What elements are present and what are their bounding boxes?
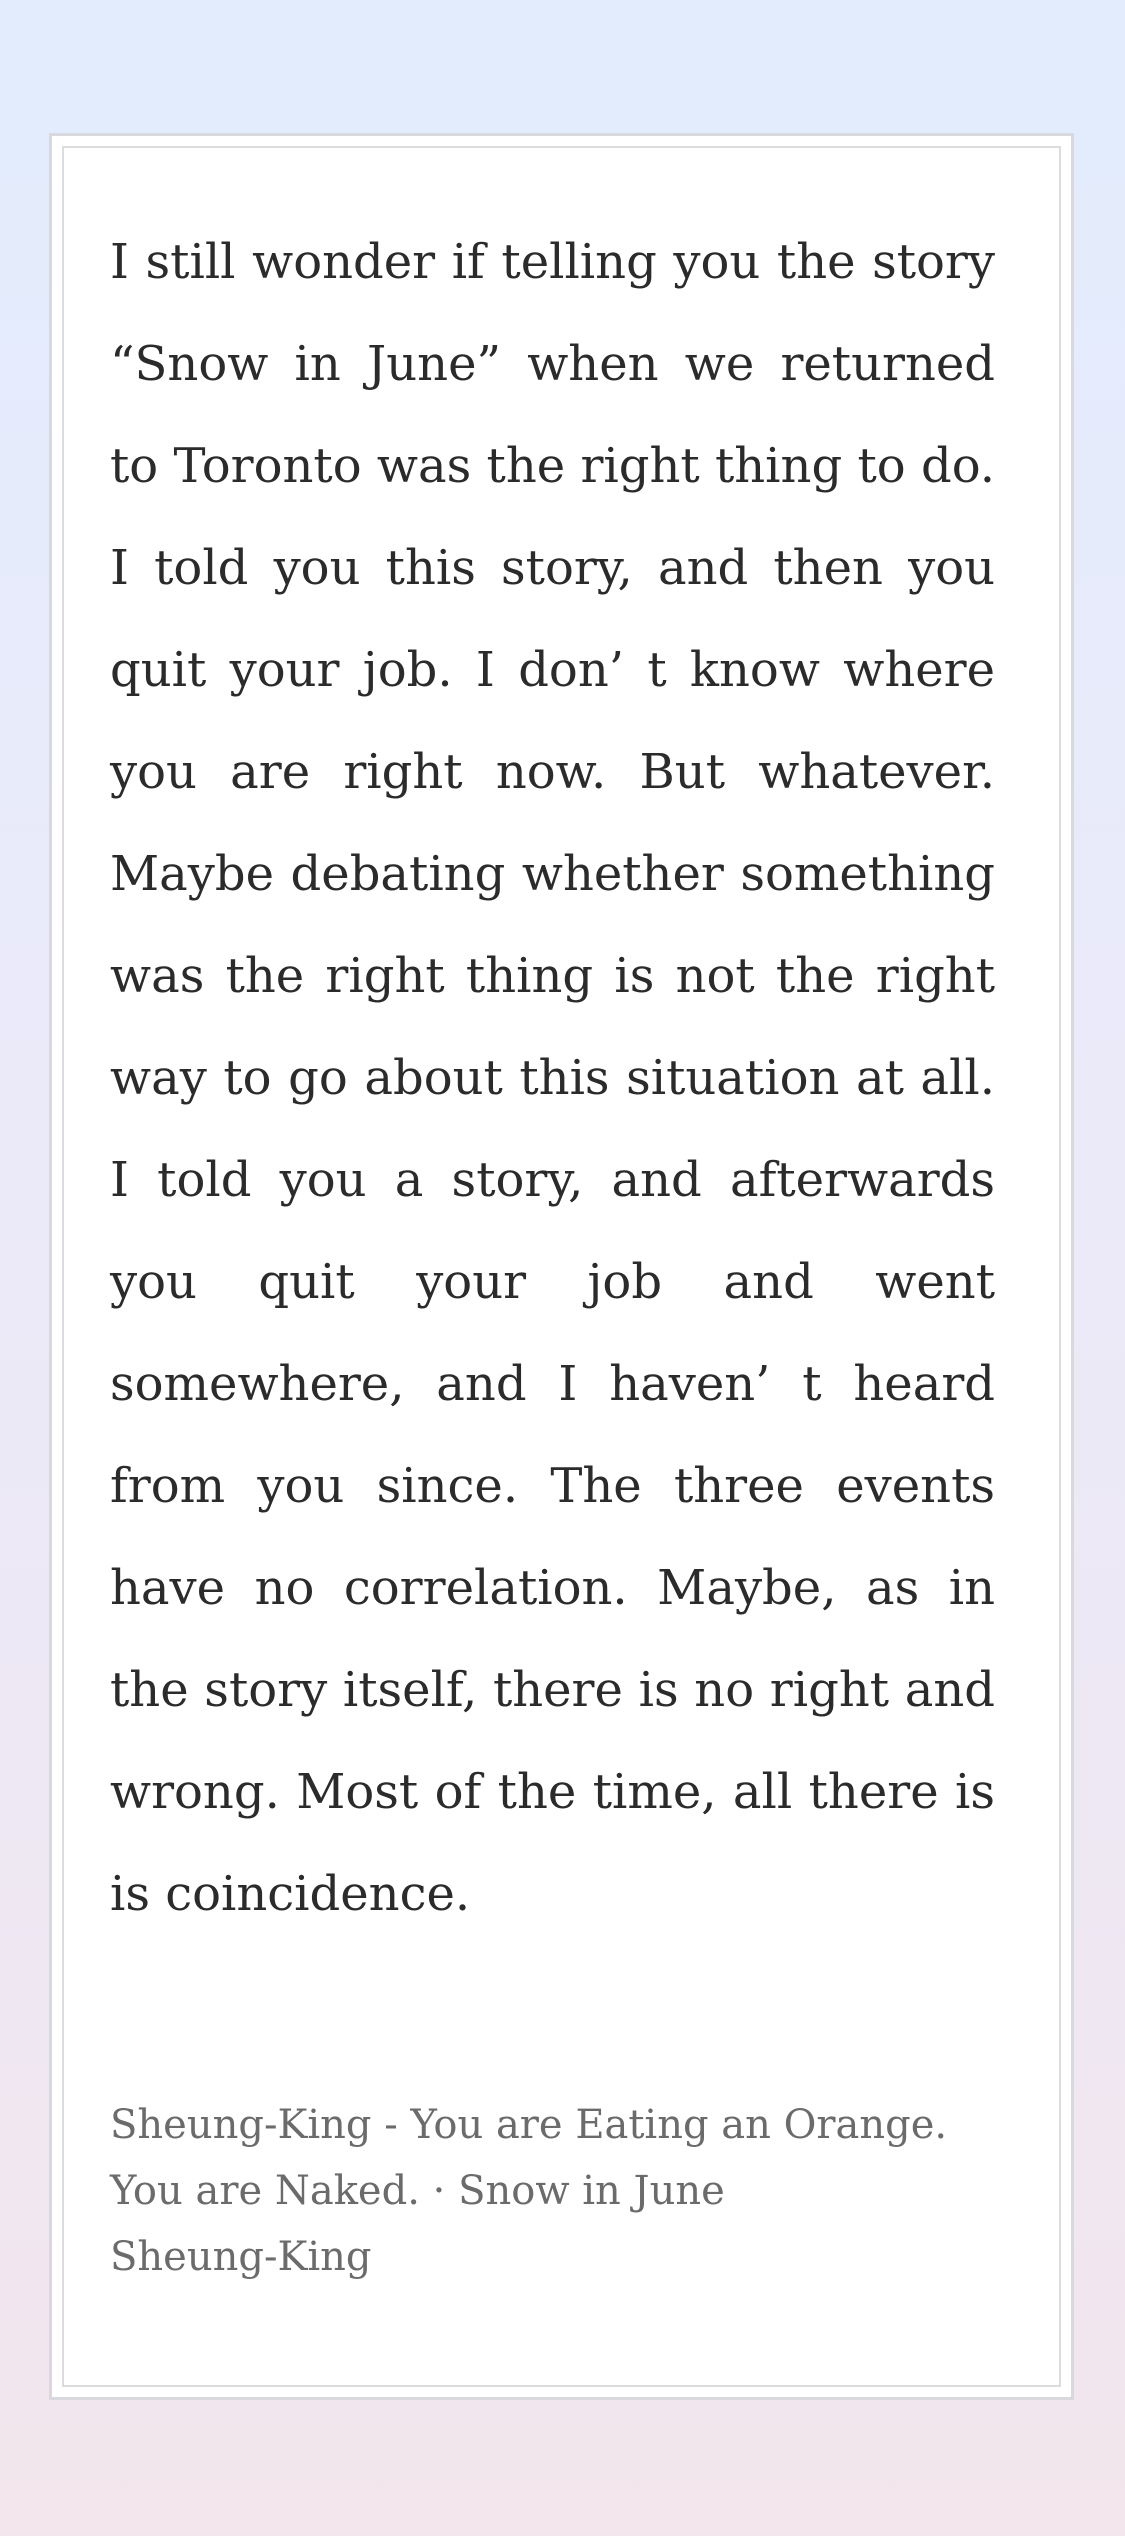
source-chapter: You are Naked. · Snow in June [110,2168,725,2214]
source-book-title: Sheung-King - You are Eating an Orange. [110,2102,948,2148]
source-author: Sheung-King [110,2234,372,2280]
quote-source [110,2092,995,2290]
quote-text: I still wonder if telling you the story “Snow in June” when we returned to Toronto was the right thing to do. I told you this story, and then you quit your job. I don’ t know where you are right now. But whatever. Maybe debating whether something was the right thing is not the right way to go about this situation at all. I told you a story, and afterwards you quit your job and went somewhere, and I haven’ t heard from you since. The three events have no correlation. Maybe, as in the story itself, there is no right and wrong. Most of the time, all there is is coincidence. [110,234,995,1922]
